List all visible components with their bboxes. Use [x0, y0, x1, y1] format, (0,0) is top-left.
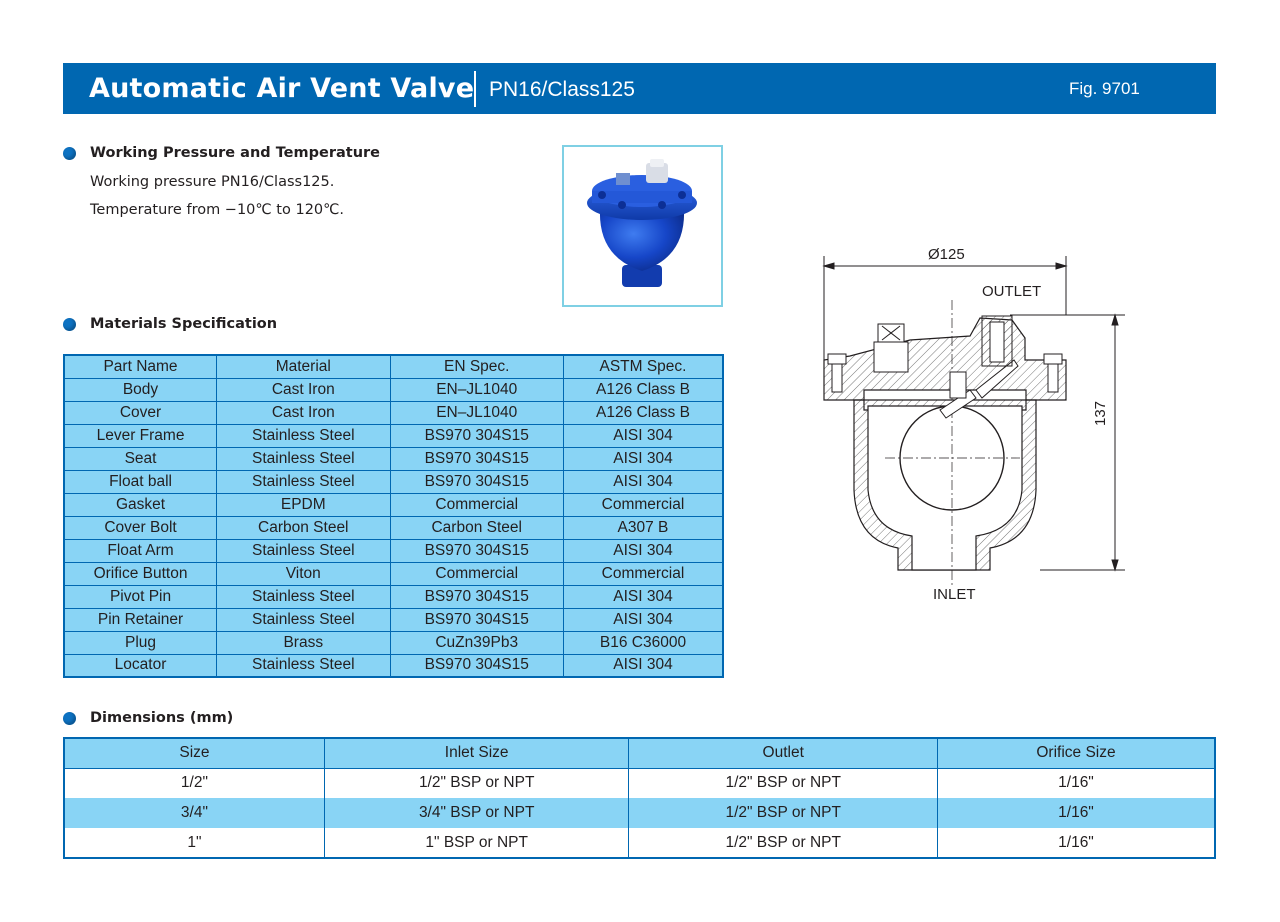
table-cell: Viton — [217, 562, 390, 585]
bullet-icon — [63, 712, 76, 725]
materials-section-heading — [63, 314, 277, 334]
table-cell: 3/4" BSP or NPT — [324, 798, 629, 828]
table-cell: BS970 304S15 — [390, 470, 563, 493]
header-banner — [63, 63, 1216, 114]
column-header: Orifice Size — [937, 738, 1215, 768]
table-cell: Float ball — [64, 470, 217, 493]
table-cell: Stainless Steel — [217, 654, 390, 677]
table-cell: EN–JL1040 — [390, 401, 563, 424]
table-cell: 1" — [64, 828, 324, 858]
table-cell: Commercial — [563, 493, 723, 516]
table-cell: 1/16" — [937, 798, 1215, 828]
bullet-icon — [63, 147, 76, 160]
temperature-line: Temperature from −10℃ to 120℃. — [90, 202, 345, 218]
table-row — [64, 631, 723, 654]
table-row — [64, 828, 1215, 858]
table-cell: Float Arm — [64, 539, 217, 562]
materials-section-title: Materials Specification — [90, 316, 278, 332]
table-cell: 1/2" BSP or NPT — [629, 798, 938, 828]
pressure-section-heading — [63, 143, 380, 163]
table-row — [64, 798, 1215, 828]
table-row — [64, 401, 723, 424]
table-cell: 1" BSP or NPT — [324, 828, 629, 858]
table-row — [64, 516, 723, 539]
pressure-section-title: Working Pressure and Temperature — [90, 145, 381, 161]
table-cell: AISI 304 — [563, 608, 723, 631]
table-cell: Pin Retainer — [64, 608, 217, 631]
table-cell: BS970 304S15 — [390, 539, 563, 562]
table-cell: 1/2" BSP or NPT — [629, 828, 938, 858]
table-cell: BS970 304S15 — [390, 424, 563, 447]
table-cell: Cast Iron — [217, 401, 390, 424]
table-cell: Cast Iron — [217, 378, 390, 401]
table-cell: Stainless Steel — [217, 585, 390, 608]
table-cell: Carbon Steel — [217, 516, 390, 539]
table-cell: BS970 304S15 — [390, 654, 563, 677]
table-cell: A126 Class B — [563, 401, 723, 424]
table-cell: Gasket — [64, 493, 217, 516]
table-cell: 1/16" — [937, 768, 1215, 798]
column-header: Outlet — [629, 738, 938, 768]
table-cell: AISI 304 — [563, 539, 723, 562]
table-row — [64, 447, 723, 470]
table-cell: EPDM — [217, 493, 390, 516]
table-cell: Stainless Steel — [217, 470, 390, 493]
table-cell: Plug — [64, 631, 217, 654]
table-header-row — [64, 355, 723, 378]
table-cell: BS970 304S15 — [390, 447, 563, 470]
product-photo — [562, 145, 723, 307]
table-cell: Body — [64, 378, 217, 401]
table-cell: AISI 304 — [563, 424, 723, 447]
table-cell: BS970 304S15 — [390, 608, 563, 631]
column-header: ASTM Spec. — [563, 355, 723, 378]
pressure-line: Working pressure PN16/Class125. — [90, 174, 335, 190]
table-row — [64, 654, 723, 677]
table-cell: Cover — [64, 401, 217, 424]
table-header-row — [64, 738, 1215, 768]
column-header: Size — [64, 738, 324, 768]
figure-number: Fig. 9701 — [1069, 79, 1140, 98]
table-row — [64, 470, 723, 493]
table-cell: AISI 304 — [563, 447, 723, 470]
table-cell: Stainless Steel — [217, 424, 390, 447]
dimensions-section-heading — [63, 708, 233, 728]
dimensions-table — [63, 737, 1216, 859]
table-row — [64, 585, 723, 608]
table-cell: Stainless Steel — [217, 539, 390, 562]
dimensions-section-title: Dimensions (mm) — [90, 710, 234, 726]
column-header: Part Name — [64, 355, 217, 378]
table-cell: 1/2" BSP or NPT — [629, 768, 938, 798]
valve-cross-section-drawing — [800, 240, 1160, 610]
table-cell: 1/2" BSP or NPT — [324, 768, 629, 798]
column-header: Inlet Size — [324, 738, 629, 768]
table-cell: Seat — [64, 447, 217, 470]
table-row — [64, 562, 723, 585]
table-cell: 1/16" — [937, 828, 1215, 858]
table-cell: Brass — [217, 631, 390, 654]
bullet-icon — [63, 318, 76, 331]
table-cell: 3/4" — [64, 798, 324, 828]
table-cell: 1/2" — [64, 768, 324, 798]
table-cell: EN–JL1040 — [390, 378, 563, 401]
table-cell: Commercial — [390, 562, 563, 585]
table-cell: AISI 304 — [563, 470, 723, 493]
outlet-label: OUTLET — [982, 283, 1042, 300]
table-row — [64, 768, 1215, 798]
table-cell: CuZn39Pb3 — [390, 631, 563, 654]
table-cell: Commercial — [390, 493, 563, 516]
column-header: EN Spec. — [390, 355, 563, 378]
table-cell: Locator — [64, 654, 217, 677]
valve-product-image — [564, 147, 721, 305]
table-cell: A307 B — [563, 516, 723, 539]
table-cell: A126 Class B — [563, 378, 723, 401]
column-header: Material — [217, 355, 390, 378]
page-subtitle: PN16/Class125 — [489, 78, 635, 101]
table-row — [64, 424, 723, 447]
table-row — [64, 539, 723, 562]
materials-table — [63, 354, 724, 678]
table-cell: AISI 304 — [563, 654, 723, 677]
table-cell: BS970 304S15 — [390, 585, 563, 608]
table-cell: Carbon Steel — [390, 516, 563, 539]
inlet-label: INLET — [933, 586, 976, 603]
page-title: Automatic Air Vent Valve — [89, 73, 475, 104]
diameter-label: Ø125 — [928, 246, 965, 263]
table-cell: B16 C36000 — [563, 631, 723, 654]
table-cell: Pivot Pin — [64, 585, 217, 608]
table-cell: Orifice Button — [64, 562, 217, 585]
table-cell: Stainless Steel — [217, 447, 390, 470]
table-cell: AISI 304 — [563, 585, 723, 608]
table-row — [64, 378, 723, 401]
table-row — [64, 493, 723, 516]
table-cell: Commercial — [563, 562, 723, 585]
title-divider — [474, 71, 476, 107]
table-row — [64, 608, 723, 631]
height-label: 137 — [1092, 400, 1109, 426]
table-cell: Stainless Steel — [217, 608, 390, 631]
table-cell: Cover Bolt — [64, 516, 217, 539]
table-cell: Lever Frame — [64, 424, 217, 447]
